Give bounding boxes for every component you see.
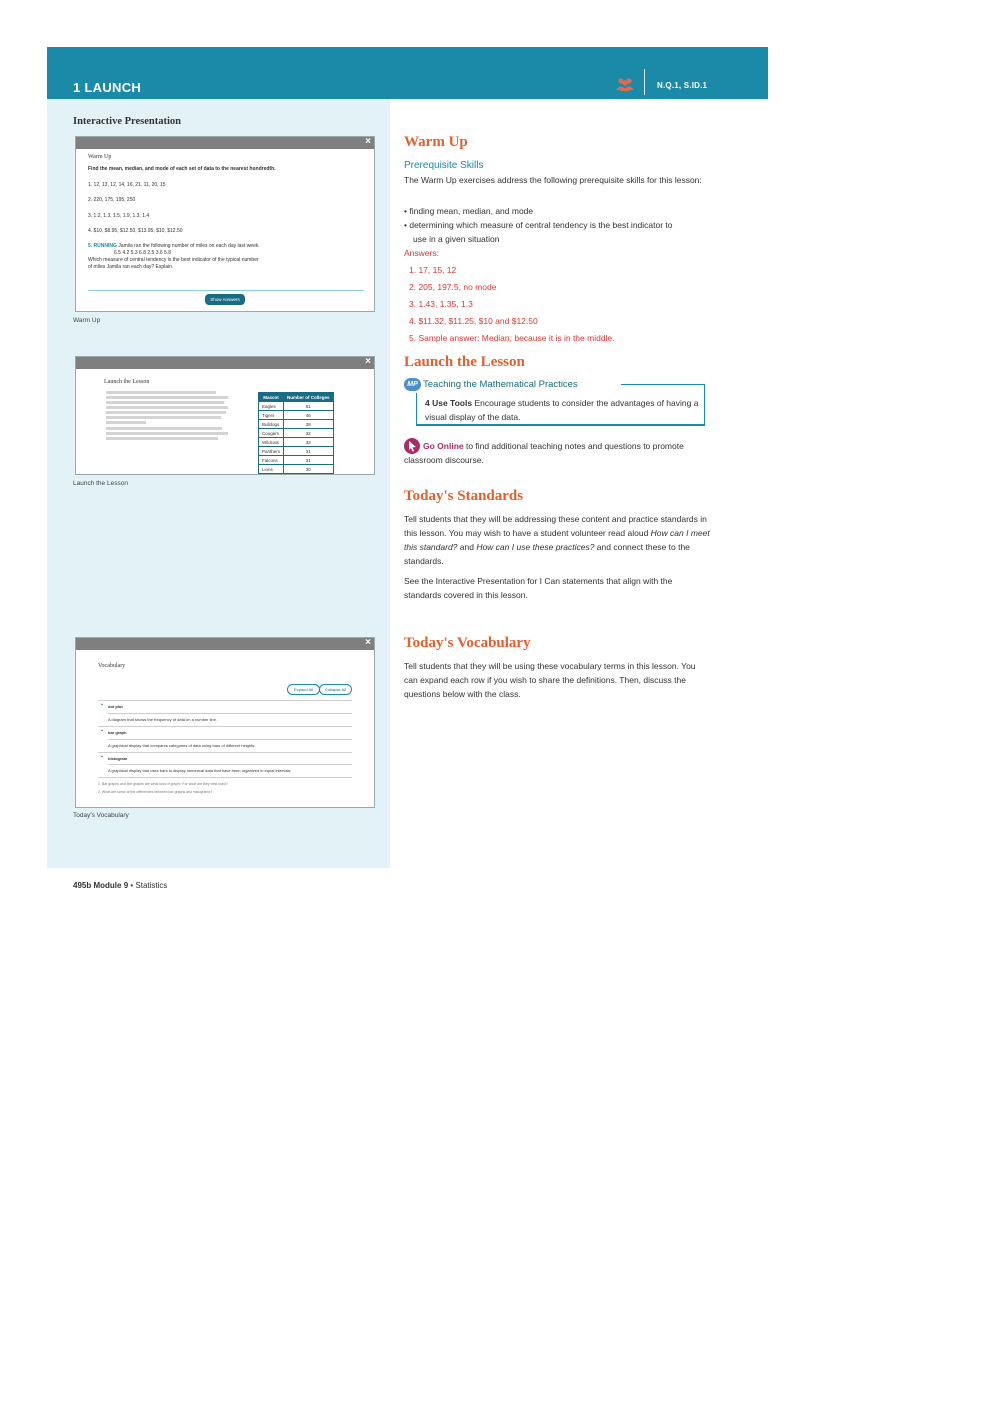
warmup-item: 2. 220, 175, 195, 250 bbox=[88, 197, 136, 203]
section-header bbox=[47, 47, 768, 99]
page-number: 495b bbox=[73, 881, 92, 890]
table-row bbox=[259, 420, 334, 429]
table-cell: Bulldogs bbox=[259, 420, 284, 429]
close-icon[interactable]: × bbox=[365, 637, 371, 648]
panel-title: Interactive Presentation bbox=[73, 116, 181, 127]
vocab-definition: A graphical display that compares categories of data using bars of different heights. bbox=[108, 743, 256, 748]
table-cell: Eagles bbox=[259, 402, 284, 411]
module-label: Module 9 bbox=[93, 881, 129, 890]
text-run: and connect these to the standards. bbox=[404, 542, 690, 566]
divider bbox=[98, 752, 352, 753]
table-cell: 61 bbox=[284, 402, 334, 411]
warmup-item: 1. 12, 13, 12, 14, 16, 21, 11, 20, 15 bbox=[88, 182, 166, 188]
table-cell: Tigers bbox=[259, 411, 284, 420]
table-cell: Falcons bbox=[259, 456, 284, 465]
standards-title: Today's Standards bbox=[404, 488, 524, 504]
slide-instruction: Find the mean, median, and mode of each set of data to the nearest hundredth. bbox=[88, 166, 276, 172]
warmup-title: Warm Up bbox=[404, 134, 468, 150]
page-footer bbox=[73, 881, 167, 890]
mp-description: Encourage students to consider the advantages of having a visual display of the data. bbox=[425, 398, 699, 422]
chevron-down-icon[interactable]: ⌄ bbox=[100, 727, 105, 733]
group-icon bbox=[616, 77, 634, 91]
skill-bullet: • finding mean, median, and mode bbox=[404, 206, 534, 216]
answer-item: 1. 17, 15, 12 bbox=[409, 265, 457, 275]
table-cell: Panthers bbox=[259, 447, 284, 456]
skill-bullet: • determining which measure of central tendency is the best indicator to bbox=[404, 220, 673, 230]
divider bbox=[108, 739, 352, 740]
question-line: of miles Jamila ran each day? Explain. bbox=[88, 264, 174, 270]
running-values: 6.5 4.2 5.3 6.8 2.5 3.6 5.8 bbox=[114, 250, 171, 256]
header-divider bbox=[644, 69, 645, 95]
warmup-slide[interactable] bbox=[75, 136, 375, 312]
go-online-text bbox=[404, 439, 704, 467]
answer-item: 5. Sample answer: Median; because it is in the middle. bbox=[409, 333, 615, 343]
table-row bbox=[259, 456, 334, 465]
vocabulary-title: Today's Vocabulary bbox=[404, 635, 531, 651]
warmup-item: 3. 1.2, 1.3, 1.5, 1.9, 1.3, 1.4 bbox=[88, 213, 150, 219]
go-online-description: to find additional teaching notes and questions to promote classroom discourse. bbox=[404, 441, 684, 465]
divider bbox=[98, 777, 352, 778]
vocab-term[interactable]: dot plot bbox=[108, 704, 123, 709]
vocab-term[interactable]: histogram bbox=[108, 756, 128, 761]
table-cell: 32 bbox=[284, 438, 334, 447]
divider bbox=[108, 764, 352, 765]
text-line bbox=[106, 391, 216, 394]
table-header-row bbox=[259, 393, 334, 402]
warmup-item: 4. $10, $8.95, $12.50, $13.95, $10, $12.50 bbox=[88, 228, 183, 234]
answer-item: 4. $11.32, $11.25, $10 and $12.50 bbox=[409, 316, 538, 326]
divider bbox=[98, 700, 352, 701]
slide-titlebar bbox=[76, 137, 374, 149]
table-row bbox=[259, 465, 334, 474]
question-text: How can I meet this standard? bbox=[404, 528, 710, 552]
mp-text bbox=[425, 396, 700, 424]
mp-badge-icon: MP bbox=[404, 378, 421, 391]
text-line bbox=[106, 416, 221, 419]
warmup-intro: The Warm Up exercises address the following prerequisite skills for this lesson: bbox=[404, 175, 702, 185]
mp-heading: Teaching the Mathematical Practices bbox=[423, 379, 578, 390]
footer-separator: • bbox=[130, 881, 134, 890]
answers-label: Answers: bbox=[404, 248, 439, 258]
chevron-down-icon[interactable]: ⌄ bbox=[100, 701, 105, 707]
math-practices-box bbox=[404, 377, 705, 425]
slide-heading: Vocabulary bbox=[98, 663, 126, 669]
slide-caption: Today's Vocabulary bbox=[73, 812, 129, 819]
column-header: Number of Colleges bbox=[284, 393, 334, 402]
mp-practice-name: 4 Use Tools bbox=[425, 398, 473, 408]
table-cell: 46 bbox=[284, 411, 334, 420]
launch-title: Launch the Lesson bbox=[404, 354, 525, 370]
go-online-link[interactable]: Go Online bbox=[423, 441, 464, 451]
table-cell: Wildcats bbox=[259, 438, 284, 447]
vocabulary-paragraph: Tell students that they will be using these vocabulary terms in this lesson. You can expand each row if you wish to share the definitions. Then, discuss the questions below with the class. bbox=[404, 661, 696, 699]
interactive-presentation-panel bbox=[47, 99, 390, 868]
table-row bbox=[259, 411, 334, 420]
table-row bbox=[259, 438, 334, 447]
text-run: Tell students that they will be addressing these content and practice standards in this lesson. You may wish to have a student volunteer read aloud bbox=[404, 514, 707, 538]
table-row bbox=[259, 429, 334, 438]
slide-heading: Warm Up bbox=[88, 154, 112, 160]
table-cell: Lions bbox=[259, 465, 284, 474]
slide-heading: Launch the Lesson bbox=[104, 379, 150, 385]
discussion-question: 2. What are some of the differences between bar graphs and histograms? bbox=[98, 790, 213, 794]
answer-item: 3. 1.43, 1.35, 1.3 bbox=[409, 299, 473, 309]
divider bbox=[108, 713, 352, 714]
text-line bbox=[106, 411, 226, 414]
chevron-down-icon[interactable]: ⌄ bbox=[100, 753, 105, 759]
skill-bullet-continued: use in a given situation bbox=[413, 234, 500, 244]
vocab-definition: A graphical display that uses bars to display numerical data that have been organized in equal intervals. bbox=[108, 768, 292, 773]
table-cell: Cougars bbox=[259, 429, 284, 438]
table-cell: 39 bbox=[284, 420, 334, 429]
slide-titlebar bbox=[76, 357, 374, 369]
text-line bbox=[106, 437, 218, 440]
mascot-table bbox=[258, 392, 334, 474]
text-line bbox=[106, 432, 228, 435]
slide-titlebar bbox=[76, 638, 374, 650]
vocab-definition: A diagram that shows the frequency of data on a number line. bbox=[108, 717, 217, 722]
expand-all-button[interactable]: Expand All bbox=[287, 684, 320, 695]
show-answers-button[interactable]: Show Answers bbox=[205, 294, 245, 305]
vocab-term[interactable]: bar graph bbox=[108, 730, 127, 735]
box-border bbox=[416, 393, 417, 424]
box-border bbox=[704, 384, 705, 425]
text-line bbox=[106, 427, 222, 430]
text-line bbox=[106, 406, 228, 409]
collapse-all-button[interactable]: Collapse All bbox=[319, 684, 352, 695]
text-run: and bbox=[457, 542, 477, 552]
running-text: Jamila ran the following number of miles on each day last week. bbox=[118, 243, 260, 249]
answer-line bbox=[88, 290, 364, 291]
topic-label: Statistics bbox=[135, 881, 168, 890]
column-header: Mascot bbox=[259, 393, 284, 402]
discussion-question: 1. Bar graphs and line graphs are what kind of graph? For what are they best used? bbox=[98, 782, 228, 786]
text-line bbox=[106, 396, 228, 399]
prerequisite-skills-heading: Prerequisite Skills bbox=[404, 160, 484, 171]
box-border bbox=[416, 424, 705, 426]
table-cell: 31 bbox=[284, 456, 334, 465]
vocabulary-slide[interactable] bbox=[75, 637, 375, 808]
table-row bbox=[259, 447, 334, 456]
close-icon[interactable]: × bbox=[365, 136, 371, 147]
standards-code: N.Q.1, S.ID.1 bbox=[657, 81, 708, 90]
question-text: How can I use these practices? bbox=[476, 542, 595, 552]
question-line: Which measure of central tendency is the best indicator of the typical number bbox=[88, 257, 259, 263]
launch-slide[interactable] bbox=[75, 356, 375, 475]
running-label: 5. RUNNING bbox=[88, 243, 117, 249]
divider bbox=[98, 726, 352, 727]
box-border bbox=[621, 384, 705, 385]
text-line bbox=[106, 401, 224, 404]
close-icon[interactable]: × bbox=[365, 356, 371, 367]
table-cell: 31 bbox=[284, 447, 334, 456]
standards-paragraph: See the Interactive Presentation for I Can statements that align with the standards covered in this lesson. bbox=[404, 576, 673, 600]
answer-item: 2. 205, 197.5, no mode bbox=[409, 282, 497, 292]
table-cell: 30 bbox=[284, 465, 334, 474]
standards-paragraph bbox=[404, 512, 710, 568]
table-cell: 32 bbox=[284, 429, 334, 438]
text-line bbox=[106, 421, 146, 424]
table-row bbox=[259, 402, 334, 411]
section-title: 1 LAUNCH bbox=[73, 80, 142, 95]
slide-caption: Launch the Lesson bbox=[73, 480, 128, 487]
slide-caption: Warm Up bbox=[73, 317, 101, 324]
